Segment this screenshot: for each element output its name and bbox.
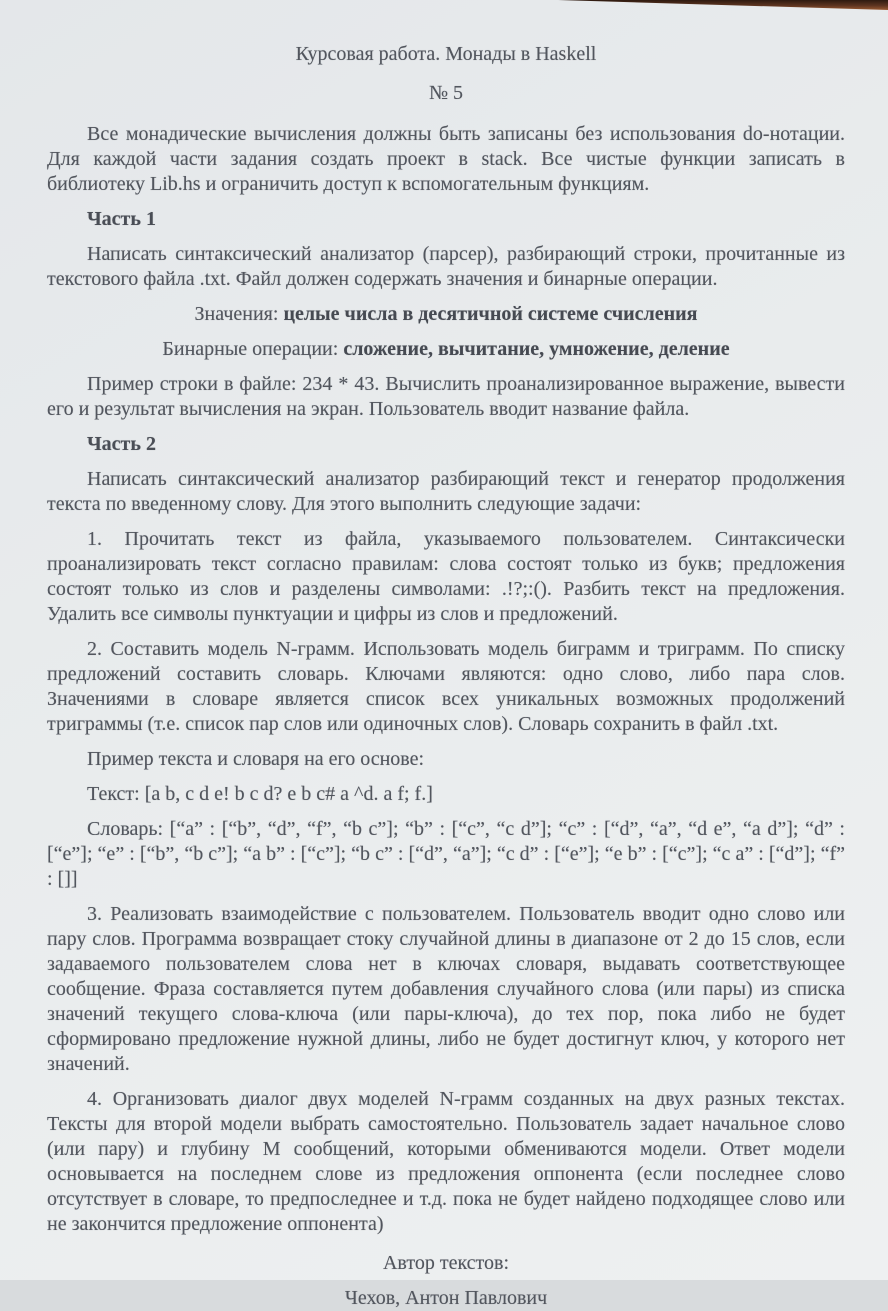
variant-number: № 5 [428, 82, 464, 104]
part2-task: Написать синтаксический анализатор разбирающий текст и генератор продолжения текста по введенному слову. Для этого выполнить следующие задачи: [47, 468, 845, 515]
values-line [47, 302, 845, 327]
part2-item-1: 1. Прочитать текст из файла, указываемого пользователем. Синтаксически проанализировать текст согласно правилам: слова состоят только из букв; предложения состоят только из слов и разделены символами: .!?;:(). Разбить текст на предложения. Удалить все символы пунктуации и цифры из слов и предложений. [47, 528, 845, 625]
author-label: Автор текстов: [382, 1252, 510, 1274]
operations-bold: сложение, вычитание, умножение, деление [343, 338, 730, 360]
part2-heading: Часть 2 [87, 433, 156, 455]
example-intro: Пример текста и словаря на его основе: [87, 748, 425, 770]
part2-item-3: 3. Реализовать взаимодействие с пользователем. Пользователь вводит одно слово или пару слов. Программа возвращает стоку случайной длины в диапазоне от 2 до 15 слов, если задаваемого пользователем слова нет в ключах словаря, выдавать соответствующее сообщение. Фраза составляется путем добавления случайного слова (или пары) из списка значений текущего слова-ключа (или пары-ключа), до тех пор, пока либо не будет сформировано предложение нужной длины, либо не будет достигнут ключ, у которого нет значений. [47, 903, 845, 1075]
author-name: Чехов, Антон Павлович [344, 1287, 548, 1309]
operations-line [47, 337, 845, 362]
example-dictionary: Словарь: [“a” : [“b”, “d”, “f”, “b c”]; “b” : [“c”, “c d”]; “c” : [“d”, “a”, “d e”, “a d”]; “d” : [“e”]; “e” : [“b”, “b c”]; “a b” : [“c”]; “b c” : [“d”, “a”]; “c d” : [“e”]; “e b” : [“c”]; “c a” : [“d”]; “f” : []] [47, 818, 845, 890]
intro-paragraph: Все монадические вычисления должны быть записаны без использования do-нотации. Для каждой части задания создать проект в stack. Все чистые функции записать в библиотеку Lib.hs и ограничить доступ к вспомогательным функциям. [47, 123, 845, 195]
part1-heading: Часть 1 [87, 208, 156, 230]
example-text: Текст: [a b, c d e! b c d? e b c# a ^d. a f; f.] [87, 783, 433, 805]
values-bold: целые числа в десятичной системе счисления [283, 303, 698, 325]
values-label: Значения: [194, 303, 284, 325]
document-title: Курсовая работа. Монады в Haskell [295, 43, 597, 65]
part1-example: Пример строки в файле: 234 * 43. Вычислить проанализированное выражение, вывести его и результат вычисления на экран. Пользователь вводит название файла. [47, 373, 845, 420]
part2-item-2: 2. Составить модель N-грамм. Использовать модель биграмм и триграмм. По списку предложений составить словарь. Ключами являются: одно слово, либо пара слов. Значениями в словаре является список всех уникальных возможных продолжений триграммы (т.е. список пар слов или одиночных слов). Словарь сохранить в файл .txt. [47, 638, 845, 735]
part1-task: Написать синтаксический анализатор (парсер), разбирающий строки, прочитанные из текстового файла .txt. Файл должен содержать значения и бинарные операции. [47, 243, 845, 290]
part2-item-4: 4. Организовать диалог двух моделей N-грамм созданных на двух разных текстах. Тексты для второй модели выбрать самостоятельно. Пользователь задает начальное слово (или пару) и глубину М сообщений, которыми обмениваются модели. Ответ модели основывается на последнем слове из предложения оппонента (если последнее слово отсутствует в словаре, то предпоследнее и т.д. пока не будет найдено подходящее слово или не закончится предложение оппонента) [47, 1088, 845, 1235]
operations-label: Бинарные операции: [162, 338, 344, 360]
